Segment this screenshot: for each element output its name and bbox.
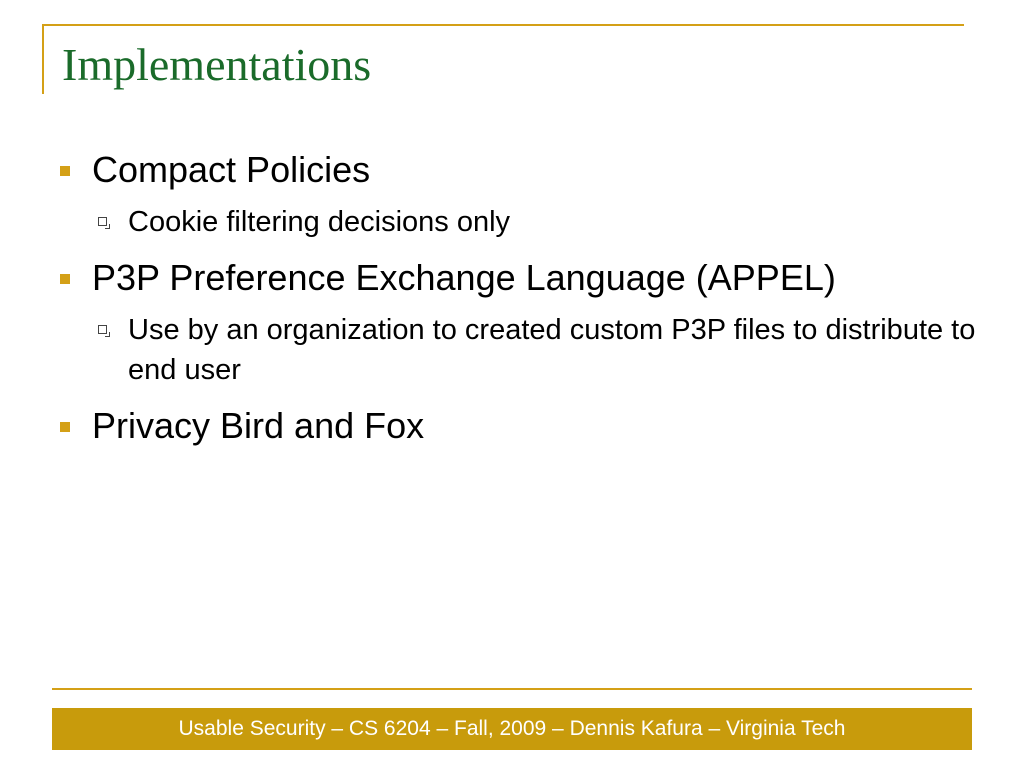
sub-bullet-item xyxy=(56,202,986,242)
bullet-item xyxy=(56,148,986,192)
top-frame-line xyxy=(42,24,964,26)
sub-bullet-text: Use by an organization to created custom P3P files to distribute to end user xyxy=(128,314,976,386)
bullet-item xyxy=(56,404,986,448)
bullet-text: Privacy Bird and Fox xyxy=(92,405,425,446)
footer-divider xyxy=(52,688,972,690)
bullet-text: P3P Preference Exchange Language (APPEL) xyxy=(92,257,836,298)
square-bullet-icon xyxy=(60,166,70,176)
sub-bullet-item xyxy=(56,310,986,390)
hollow-square-bullet-icon xyxy=(98,217,107,226)
hollow-square-bullet-icon xyxy=(98,325,107,334)
bullet-text: Compact Policies xyxy=(92,149,371,190)
square-bullet-icon xyxy=(60,422,70,432)
footer-bar xyxy=(52,708,972,750)
left-frame-line xyxy=(42,24,44,94)
footer-text: Usable Security – CS 6204 – Fall, 2009 – Dennis Kafura – Virginia Tech xyxy=(178,717,846,740)
bullet-list xyxy=(56,148,986,460)
square-bullet-icon xyxy=(60,274,70,284)
slide-title: Implementations xyxy=(62,39,372,90)
sub-bullet-text: Cookie filtering decisions only xyxy=(128,206,511,238)
bullet-item xyxy=(56,256,986,300)
